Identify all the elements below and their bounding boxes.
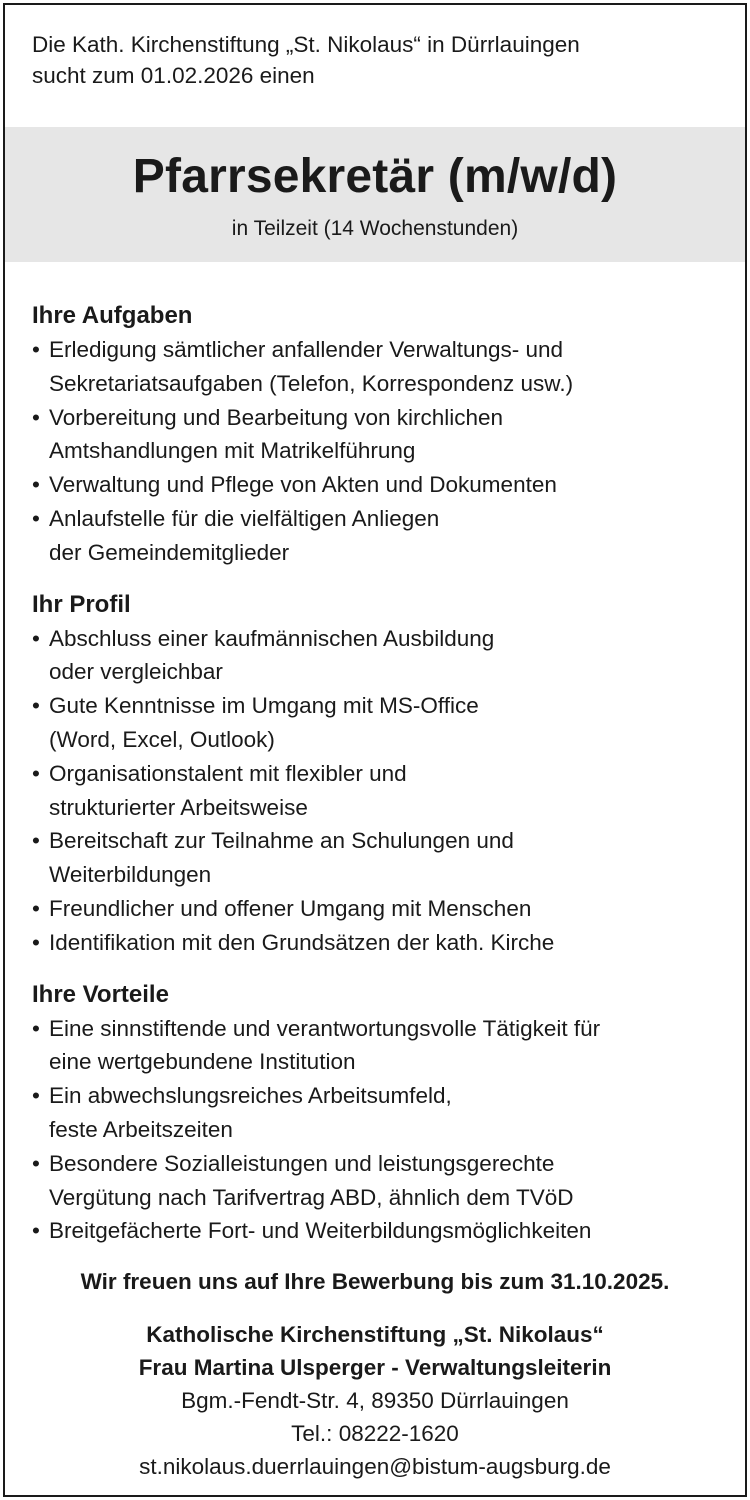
- list-item: [32, 1147, 732, 1215]
- list-item-text: Abschluss einer kaufmännischen Ausbildung oder vergleichbar: [49, 625, 495, 685]
- list-item-text: Vorbereitung und Bearbeitung von kirchlichen Amtshandlungen mit Matrikelführung: [49, 404, 504, 464]
- bullet-icon: •: [32, 505, 40, 531]
- section-profil: [32, 588, 732, 960]
- list-item: [32, 689, 732, 757]
- list-item-text: Anlaufstelle für die vielfältigen Anliegen der Gemeindemitglieder: [49, 505, 440, 565]
- intro-line-1: Die Kath. Kirchenstiftung „St. Nikolaus“ in Dürrlauingen: [32, 32, 580, 57]
- list-item: [32, 333, 732, 401]
- list-item: [32, 622, 732, 690]
- section-heading-aufgaben: Ihre Aufgaben: [32, 302, 193, 329]
- title-band: [5, 127, 745, 262]
- bullet-icon: •: [32, 895, 40, 921]
- bullet-icon: •: [32, 1015, 40, 1041]
- profil-list: [32, 622, 732, 960]
- bullet-icon: •: [32, 337, 40, 362]
- list-item: [32, 892, 732, 926]
- list-item: [32, 1079, 732, 1147]
- section-vorteile: [32, 978, 732, 1249]
- vorteile-list: [32, 1012, 732, 1249]
- contact-address: Bgm.-Fendt-Str. 4, 89350 Dürrlauingen: [181, 1388, 569, 1413]
- list-item-text: Verwaltung und Pflege von Akten und Dokumenten: [49, 472, 557, 498]
- bullet-icon: •: [32, 472, 40, 498]
- list-item-text: Besondere Sozialleistungen und leistungsgerechte Vergütung nach Tarifvertrag ABD, ähnlich dem TVöD: [49, 1150, 574, 1210]
- section-heading-profil: Ihr Profil: [32, 590, 131, 618]
- bullet-icon: •: [32, 929, 40, 955]
- list-item-text: Gute Kenntnisse im Umgang mit MS-Office (Word, Excel, Outlook): [49, 693, 479, 752]
- list-item: [32, 502, 732, 570]
- job-ad-frame: [3, 3, 747, 1497]
- job-details: [32, 299, 732, 1248]
- list-item: [32, 926, 732, 960]
- contact-email: st.nikolaus.duerrlauingen@bistum-augsburg.de: [139, 1454, 611, 1479]
- section-aufgaben: [32, 299, 732, 570]
- application-deadline: Wir freuen uns auf Ihre Bewerbung bis zum 31.10.2025.: [80, 1269, 670, 1294]
- list-item-text: Bereitschaft zur Teilnahme an Schulungen und Weiterbildungen: [49, 828, 514, 888]
- list-item-text: Breitgefächerte Fort- und Weiterbildungsmöglichkeiten: [49, 1218, 592, 1244]
- intro-text: [32, 29, 722, 91]
- section-heading-vorteile: Ihre Vorteile: [32, 980, 169, 1008]
- list-item-text: Freundlicher und offener Umgang mit Menschen: [49, 895, 532, 921]
- list-item-text: Erledigung sämtlicher anfallender Verwaltungs- und Sekretariatsaufgaben (Telefon, Korrespondenz usw.): [49, 337, 574, 396]
- list-item: [32, 401, 732, 469]
- list-item-text: Eine sinnstiftende und verantwortungsvolle Tätigkeit für eine wertgebundene Institution: [49, 1015, 601, 1075]
- list-item: [32, 1012, 732, 1080]
- job-subtitle: in Teilzeit (14 Wochenstunden): [231, 217, 519, 240]
- bullet-icon: •: [32, 693, 40, 719]
- list-item: [32, 468, 732, 502]
- bullet-icon: •: [32, 1150, 40, 1176]
- job-title: Pfarrsekretär (m/w/d): [132, 150, 618, 203]
- list-item-text: Identifikation mit den Grundsätzen der kath. Kirche: [49, 929, 555, 955]
- contact-organization: Katholische Kirchenstiftung „St. Nikolaus“: [146, 1322, 604, 1347]
- bullet-icon: •: [32, 404, 40, 430]
- bullet-icon: •: [32, 760, 40, 786]
- bullet-icon: •: [32, 1083, 40, 1109]
- bullet-icon: •: [32, 1218, 40, 1244]
- list-item: [32, 757, 732, 825]
- contact-person: Frau Martina Ulsperger - Verwaltungsleiterin: [138, 1355, 612, 1380]
- bullet-icon: •: [32, 625, 40, 651]
- intro-line-2: sucht zum 01.02.2026 einen: [32, 63, 315, 88]
- list-item: [32, 824, 732, 892]
- list-item-text: Organisationstalent mit flexibler und strukturierter Arbeitsweise: [49, 760, 407, 820]
- contact-block: [5, 1318, 745, 1483]
- bullet-icon: •: [32, 828, 40, 854]
- aufgaben-list: [32, 333, 732, 570]
- list-item: [32, 1214, 732, 1248]
- contact-phone: Tel.: 08222-1620: [291, 1421, 459, 1446]
- list-item-text: Ein abwechslungsreiches Arbeitsumfeld, feste Arbeitszeiten: [49, 1083, 452, 1142]
